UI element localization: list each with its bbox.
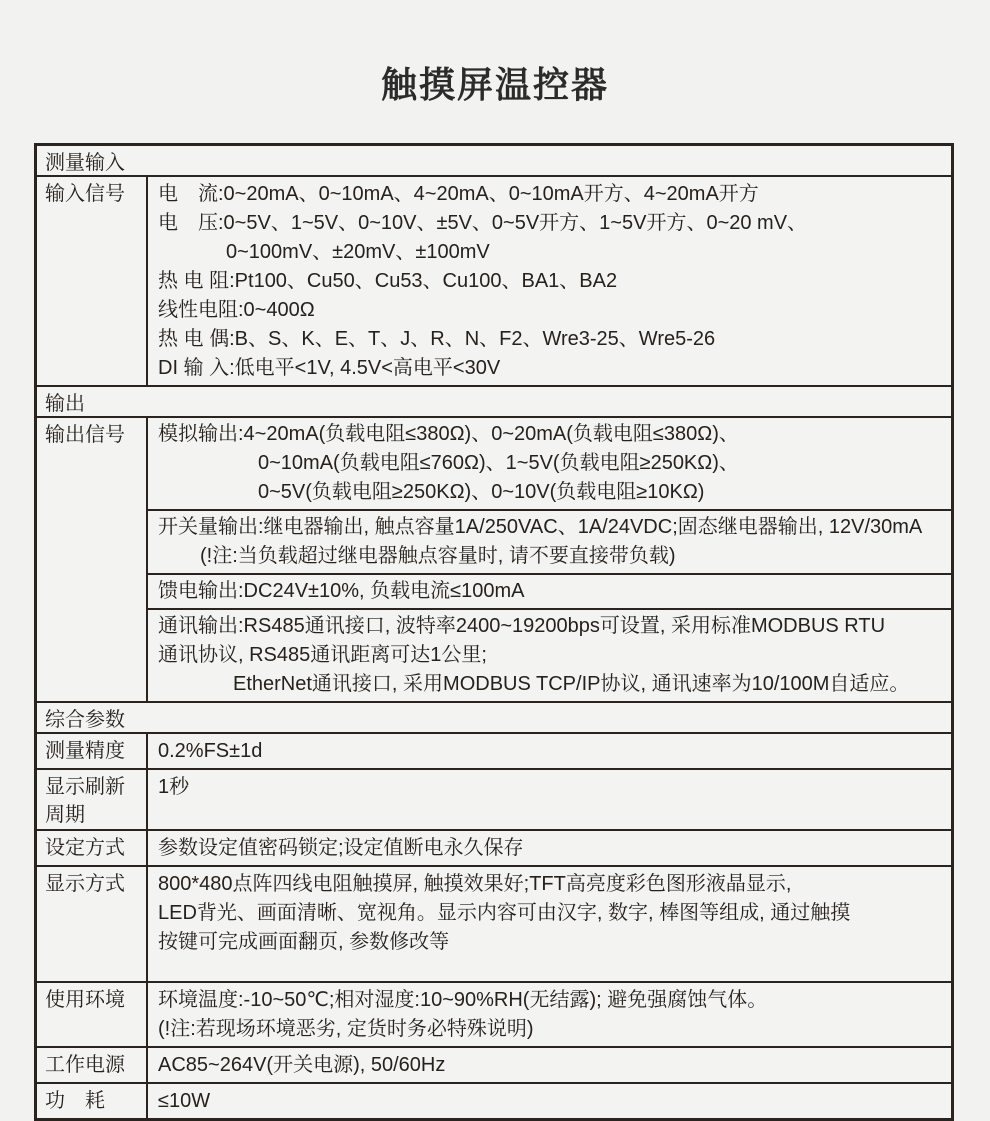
input-signal-di-line: DI 输 入:低电平<1V, 4.5V<高电平<30V (158, 357, 501, 379)
display-method-label: 显示方式 (37, 867, 148, 981)
output-signal-label: 输出信号 (37, 418, 148, 701)
feed-output-line: 馈电输出:DC24V±10%, 负载电流≤100mA (158, 580, 525, 602)
input-signal-voltage-line: 电 压:0~5V、1~5V、0~10V、±5V、0~5V开方、1~5V开方、0~20 mV、 (158, 212, 808, 234)
display-method-content (148, 867, 951, 981)
refresh-period-label-line-1: 显示刷新 (45, 776, 125, 798)
display-method-line-3: 按键可完成画面翻页, 参数修改等 (158, 931, 450, 953)
environment-content (148, 983, 951, 1046)
feed-output-block (148, 575, 951, 610)
analog-output-line-3: 0~5V(负载电阻≥250KΩ)、0~10V(负载电阻≥10KΩ) (258, 481, 705, 503)
page-title: 触摸屏温控器 (380, 64, 609, 105)
section-general-params (37, 701, 951, 732)
power-supply-label: 工作电源 (37, 1048, 148, 1082)
input-signal-voltage-line-2: 0~100mV、±20mV、±100mV (226, 241, 490, 263)
power-supply-value: AC85~264V(开关电源), 50/60Hz (158, 1054, 446, 1076)
analog-output-line-2: 0~10mA(负载电阻≤760Ω)、1~5V(负载电阻≥250KΩ)、 (258, 452, 739, 474)
comm-output-line-1: 通讯输出:RS485通讯接口, 波特率2400~19200bps可设置, 采用标准MODBUS RTU (158, 615, 886, 637)
output-signal-content (148, 418, 951, 701)
switch-output-line-1: 开关量输出:继电器输出, 触点容量1A/250VAC、1A/24VDC;固态继电器输出, 12V/30mA (158, 516, 923, 538)
row-setting-method (37, 829, 951, 865)
setting-method-content (148, 831, 951, 865)
refresh-period-label-line-2: 周期 (45, 804, 85, 826)
input-signal-content (148, 177, 951, 385)
switch-output-note-line: (!注:当负载超过继电器触点容量时, 请不要直接带负载) (200, 545, 676, 567)
row-input-signal (37, 175, 951, 385)
row-power-consumption (37, 1082, 951, 1118)
display-method-line-2: LED背光、画面清晰、宽视角。显示内容可由汉字, 数字, 棒图等组成, 通过触摸 (158, 902, 851, 924)
accuracy-value: 0.2%FS±1d (158, 740, 263, 762)
row-output-signal (37, 416, 951, 701)
refresh-period-value: 1秒 (158, 776, 190, 798)
input-signal-rtd-line: 热 电 阻:Pt100、Cu50、Cu53、Cu100、BA1、BA2 (158, 270, 618, 292)
analog-output-line-1: 模拟输出:4~20mA(负载电阻≤380Ω)、0~20mA(负载电阻≤380Ω)、 (158, 423, 739, 445)
input-signal-thermocouple-line: 热 电 偶:B、S、K、E、T、J、R、N、F2、Wre3-25、Wre5-26 (158, 328, 716, 350)
switch-output-block (148, 511, 951, 575)
section-output-label: 输出 (45, 393, 85, 415)
power-consumption-value: ≤10W (158, 1090, 211, 1112)
spec-table (34, 143, 954, 1121)
section-measurement-input-label: 测量输入 (45, 152, 125, 174)
comm-output-ethernet-line: EtherNet通讯接口, 采用MODBUS TCP/IP协议, 通讯速率为10/100M自适应。 (233, 673, 910, 695)
setting-method-label: 设定方式 (37, 831, 148, 865)
section-measurement-input (37, 146, 951, 175)
power-consumption-label: 功 耗 (37, 1084, 148, 1118)
refresh-period-label (37, 770, 148, 829)
analog-output-block (148, 418, 951, 511)
comm-output-block (148, 610, 951, 701)
environment-label: 使用环境 (37, 983, 148, 1046)
row-refresh-period (37, 768, 951, 829)
comm-output-line-2: 通讯协议, RS485通讯距离可达1公里; (158, 644, 487, 666)
accuracy-content (148, 734, 951, 768)
refresh-period-content (148, 770, 951, 829)
row-environment (37, 981, 951, 1046)
input-signal-linear-resistance-line: 线性电阻:0~400Ω (158, 299, 315, 321)
row-accuracy (37, 732, 951, 768)
row-power-supply (37, 1046, 951, 1082)
setting-method-value: 参数设定值密码锁定;设定值断电永久保存 (158, 837, 524, 859)
input-signal-current-line: 电 流:0~20mA、0~10mA、4~20mA、0~10mA开方、4~20mA开方 (158, 183, 759, 205)
input-signal-label: 输入信号 (37, 177, 148, 385)
accuracy-label: 测量精度 (37, 734, 148, 768)
display-method-line-1: 800*480点阵四线电阻触摸屏, 触摸效果好;TFT高亮度彩色图形液晶显示, (158, 873, 792, 895)
section-general-params-label: 综合参数 (45, 709, 125, 731)
section-output (37, 385, 951, 416)
row-display-method (37, 865, 951, 981)
power-consumption-content (148, 1084, 951, 1118)
power-supply-content (148, 1048, 951, 1082)
environment-line-1: 环境温度:-10~50℃;相对湿度:10~90%RH(无结露); 避免强腐蚀气体。 (158, 989, 768, 1011)
environment-note-line: (!注:若现场环境恶劣, 定货时务必特殊说明) (158, 1018, 534, 1040)
